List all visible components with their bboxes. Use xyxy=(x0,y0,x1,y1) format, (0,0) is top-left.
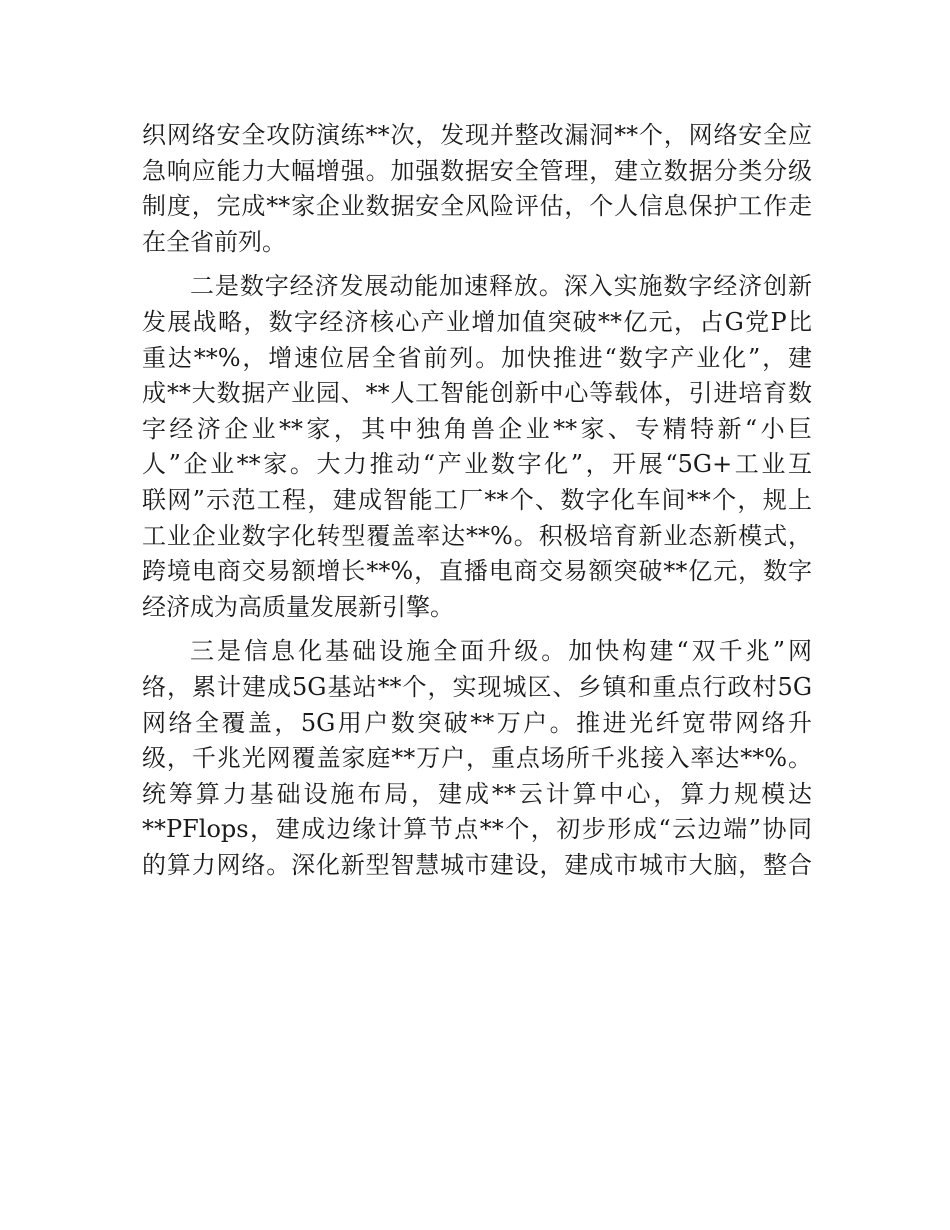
text-line: 发展战略，数字经济核心产业增加值突破**亿元，占G党P比 xyxy=(142,307,812,336)
text-line: 织网络安全攻防演练**次，发现并整改漏洞**个，网络安全应 xyxy=(142,121,812,149)
text-line: 统筹算力基础设施布局，建成**云计算中心，算力规模达 xyxy=(142,779,812,808)
paragraph-network-security-continued xyxy=(142,118,812,260)
text-line: 急响应能力大幅增强。加强数据安全管理，建立数据分类分级 xyxy=(142,156,812,185)
text-line: **PFlops，建成边缘计算节点**个，初步形成“云边端”协同 xyxy=(142,815,812,844)
text-line: 字经济企业**家，其中独角兽企业**家、专精特新“小巨 xyxy=(142,414,812,443)
text-line: 网络全覆盖，5G用户数突破**万户。推进光纤宽带网络升 xyxy=(142,708,812,737)
text-line: 二是数字经济发展动能加速释放。深入实施数字经济创新 xyxy=(190,272,812,301)
text-line: 经济成为高质量发展新引擎。 xyxy=(142,592,454,621)
text-line: 制度，完成**家企业数据安全风险评估，个人信息保护工作走 xyxy=(142,192,812,221)
text-line: 人”企业**家。大力推动“产业数字化”，开展“5G+工业互 xyxy=(142,450,812,479)
text-line: 成**大数据产业园、**人工智能创新中心等载体，引进培育数 xyxy=(142,379,812,408)
text-line: 三是信息化基础设施全面升级。加快构建“双千兆”网 xyxy=(190,637,812,666)
text-line: 跨境电商交易额增长**%，直播电商交易额突破**亿元，数字 xyxy=(142,557,812,586)
text-line: 级，千兆光网覆盖家庭**万户，重点场所千兆接入率达**%。 xyxy=(142,744,812,773)
text-line: 联网”示范工程，建成智能工厂**个、数字化车间**个，规上 xyxy=(142,485,812,514)
text-line: 在全省前列。 xyxy=(142,227,286,256)
text-line: 络，累计建成5G基站**个，实现城区、乡镇和重点行政村5G xyxy=(142,672,812,701)
text-line: 重达**%，增速位居全省前列。加快推进“数字产业化”，建 xyxy=(142,343,812,372)
text-line: 的算力网络。深化新型智慧城市建设，建成市城市大脑，整合 xyxy=(142,850,812,879)
document-body xyxy=(142,118,812,883)
text-line: 工业企业数字化转型覆盖率达**%。积极培育新业态新模式， xyxy=(142,521,812,550)
paragraph-infrastructure xyxy=(142,634,812,883)
paragraph-digital-economy xyxy=(142,269,812,625)
